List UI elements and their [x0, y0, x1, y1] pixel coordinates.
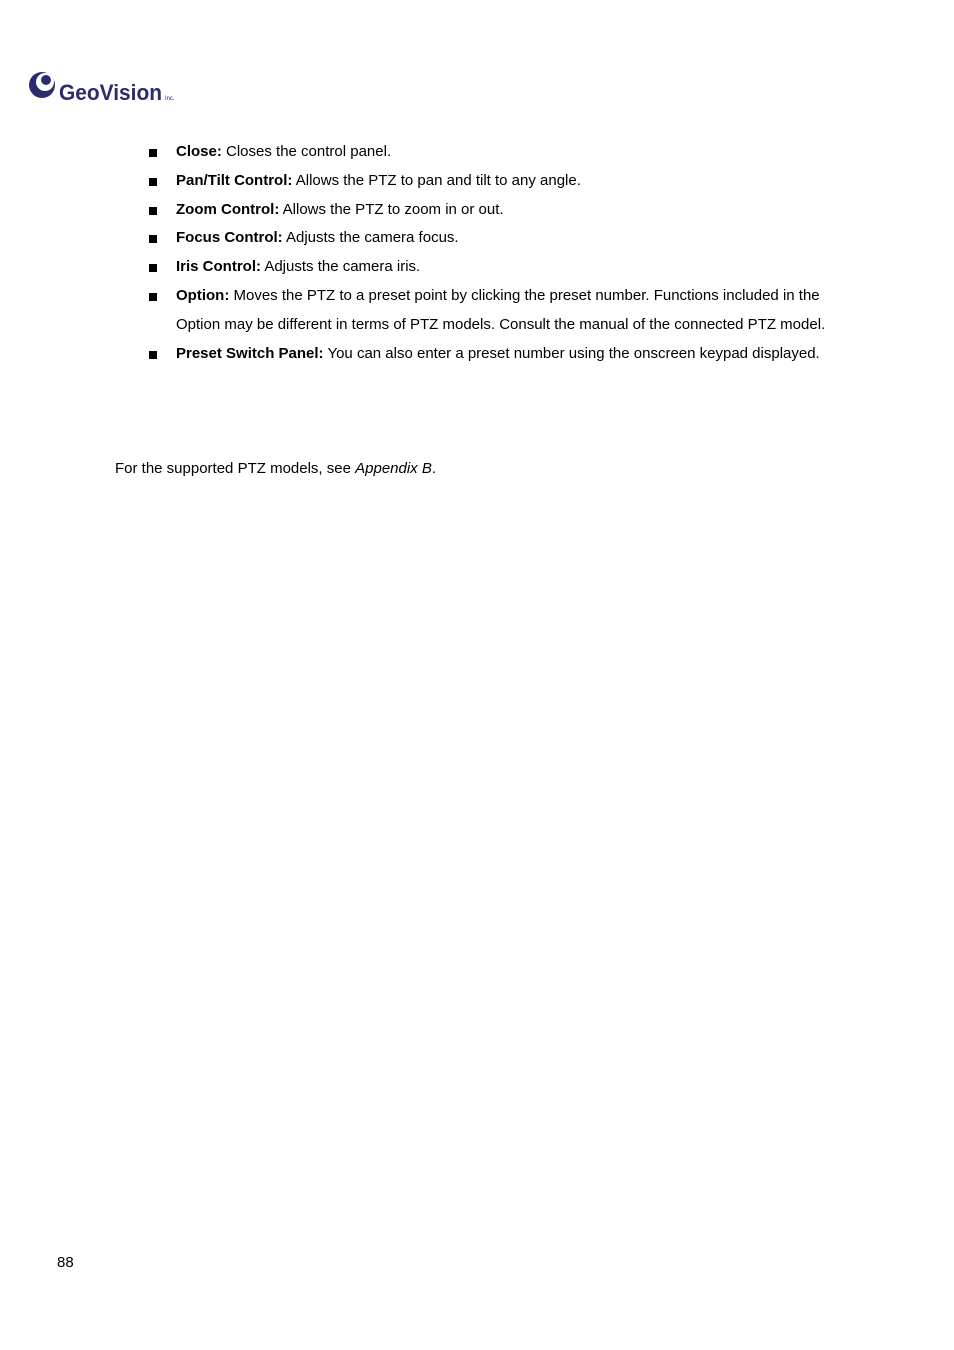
geovision-logo — [28, 66, 178, 106]
feature-list — [146, 138, 846, 368]
item-text: Moves the PTZ to a preset point by clicking the preset number. Functions included in the Option may be different in terms of PTZ models. Consult the manual of the connected PTZ model. — [176, 286, 826, 333]
list-item — [146, 167, 846, 196]
item-term: Zoom Control: — [176, 200, 280, 218]
item-term: Focus Control: — [176, 229, 283, 247]
appendix-reference: Appendix B — [355, 460, 432, 477]
item-term: Option: — [176, 286, 230, 304]
item-text: Allows the PTZ to pan and tilt to any angle. — [292, 171, 581, 189]
logo-wordmark: GeoVision — [59, 80, 162, 105]
square-bullet-icon — [149, 235, 157, 243]
list-item — [146, 340, 846, 369]
page-number: 88 — [57, 1254, 74, 1271]
geovision-logo-mark — [28, 66, 178, 106]
item-text: Adjusts the camera focus. — [282, 229, 459, 247]
item-term: Pan/Tilt Control: — [176, 171, 293, 189]
square-bullet-icon — [149, 264, 157, 272]
list-item — [146, 253, 846, 282]
square-bullet-icon — [149, 207, 157, 215]
item-text: Closes the control panel. — [221, 143, 392, 160]
logo-suffix: Inc. — [165, 96, 175, 102]
item-term: Close: — [176, 143, 222, 160]
note-suffix: . — [431, 460, 437, 477]
list-item — [146, 282, 846, 340]
item-term: Iris Control: — [176, 258, 261, 276]
square-bullet-icon — [149, 351, 157, 359]
supported-models-note — [115, 455, 436, 483]
list-item — [146, 138, 846, 167]
square-bullet-icon — [149, 149, 157, 157]
list-item — [146, 196, 846, 225]
square-bullet-icon — [149, 178, 157, 186]
item-text: Adjusts the camera iris. — [261, 258, 421, 276]
item-term: Preset Switch Panel: — [176, 344, 324, 362]
item-text: Allows the PTZ to zoom in or out. — [279, 200, 504, 218]
list-item — [146, 224, 846, 253]
note-prefix: For the supported PTZ models, see — [115, 460, 356, 477]
item-text: You can also enter a preset number using the onscreen keypad displayed. — [323, 344, 820, 362]
square-bullet-icon — [149, 293, 157, 301]
